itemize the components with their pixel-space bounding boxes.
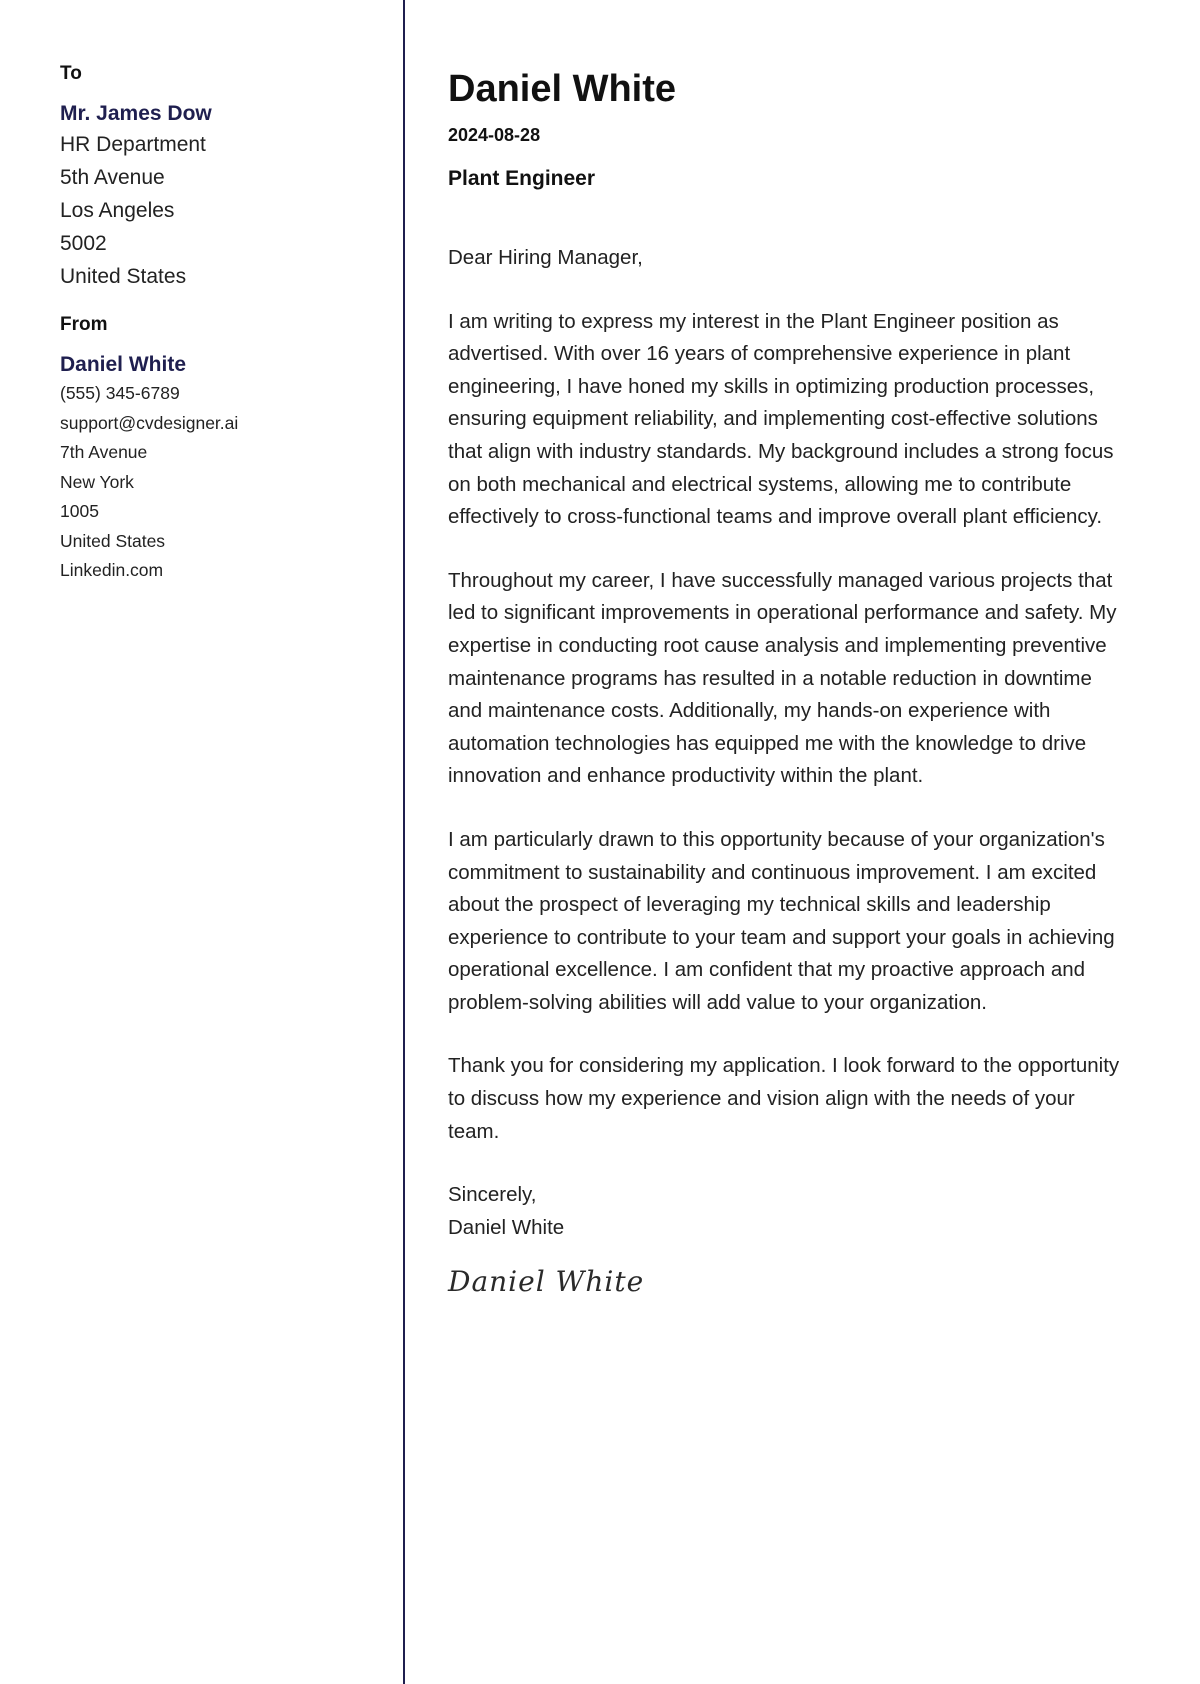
paragraph-line: advertised. With over 16 years of comprehensive experience in plant <box>448 342 1071 366</box>
paragraph-line: expertise in conducting root cause analysis and implementing preventive <box>448 633 1107 657</box>
paragraph-4 <box>448 1050 1148 1148</box>
closing-phrase: Sincerely, <box>448 1183 537 1207</box>
paragraph-line: operational excellence. I am confident that my proactive approach and <box>448 958 1086 982</box>
recipient-country: United States <box>60 265 187 288</box>
paragraph-line: automation technologies has equipped me with the knowledge to drive <box>448 731 1087 755</box>
paragraph-line: engineering, I have honed my skills in optimizing production processes, <box>448 374 1095 398</box>
sender-phone: (555) 345-6789 <box>60 383 180 403</box>
paragraph-line: ensuring equipment reliability, and implementing cost-effective solutions <box>448 407 1098 431</box>
sender-country: United States <box>60 530 166 551</box>
sender-email: support@cvdesigner.ai <box>60 412 239 433</box>
sidebar <box>60 62 380 586</box>
applicant-name: Daniel White <box>448 68 677 110</box>
paragraph-line: I am particularly drawn to this opportunity because of your organization's <box>448 827 1105 851</box>
paragraph-line: Thank you for considering my application. I look forward to the opportunity <box>448 1054 1120 1078</box>
paragraph-line: led to significant improvements in operational performance and safety. My <box>448 601 1117 625</box>
paragraph-line: team. <box>448 1119 500 1143</box>
sender-street: 7th Avenue <box>60 442 148 462</box>
letter-date: 2024-08-28 <box>448 125 541 145</box>
handwritten-signature: Daniel White <box>448 1265 645 1299</box>
paragraph-line: innovation and enhance productivity within the plant. <box>448 764 924 788</box>
paragraph-line: about the prospect of leveraging my technical skills and leadership <box>448 893 1051 917</box>
paragraph-line: and maintenance costs. Additionally, my hands-on experience with <box>448 699 1051 723</box>
salutation: Dear Hiring Manager, <box>448 246 643 269</box>
sender-city: New York <box>60 471 134 492</box>
recipient-city: Los Angeles <box>60 199 175 222</box>
sender-zip: 1005 <box>60 501 99 521</box>
sender-website: Linkedin.com <box>60 560 164 580</box>
paragraph-line: I am writing to express my interest in the Plant Engineer position as <box>448 309 1059 333</box>
recipient-name: Mr. James Dow <box>60 102 212 125</box>
paragraph-line: to discuss how my experience and vision align with the needs of your <box>448 1087 1075 1111</box>
paragraph-3 <box>448 824 1148 1020</box>
paragraph-line: Throughout my career, I have successfully managed various projects that <box>448 568 1113 592</box>
recipient-street: 5th Avenue <box>60 166 165 189</box>
paragraph-2 <box>448 565 1148 793</box>
to-label: To <box>60 63 82 84</box>
paragraph-line: that align with industry standards. My background includes a strong focus <box>448 439 1114 463</box>
paragraph-1 <box>448 306 1148 534</box>
paragraph-line: problem-solving abilities will add value to your organization. <box>448 990 987 1014</box>
job-title: Plant Engineer <box>448 167 596 190</box>
paragraph-line: experience to contribute to your team and support your goals in achieving <box>448 925 1115 949</box>
recipient-zip: 5002 <box>60 232 107 255</box>
paragraph-line: commitment to sustainability and continuous improvement. I am excited <box>448 860 1097 884</box>
paragraph-line: on both mechanical and electrical systems, allowing me to contribute <box>448 472 1072 496</box>
vertical-divider <box>403 0 405 1684</box>
closing-name: Daniel White <box>448 1215 565 1239</box>
paragraph-line: effectively to cross-functional teams and improve overall plant efficiency. <box>448 505 1103 529</box>
closing-block <box>448 1179 1148 1244</box>
letter-body <box>448 66 1148 1300</box>
sender-name: Daniel White <box>60 353 187 376</box>
from-label: From <box>60 314 108 335</box>
paragraph-line: maintenance programs has resulted in a notable reduction in downtime <box>448 666 1092 690</box>
recipient-department: HR Department <box>60 133 206 156</box>
